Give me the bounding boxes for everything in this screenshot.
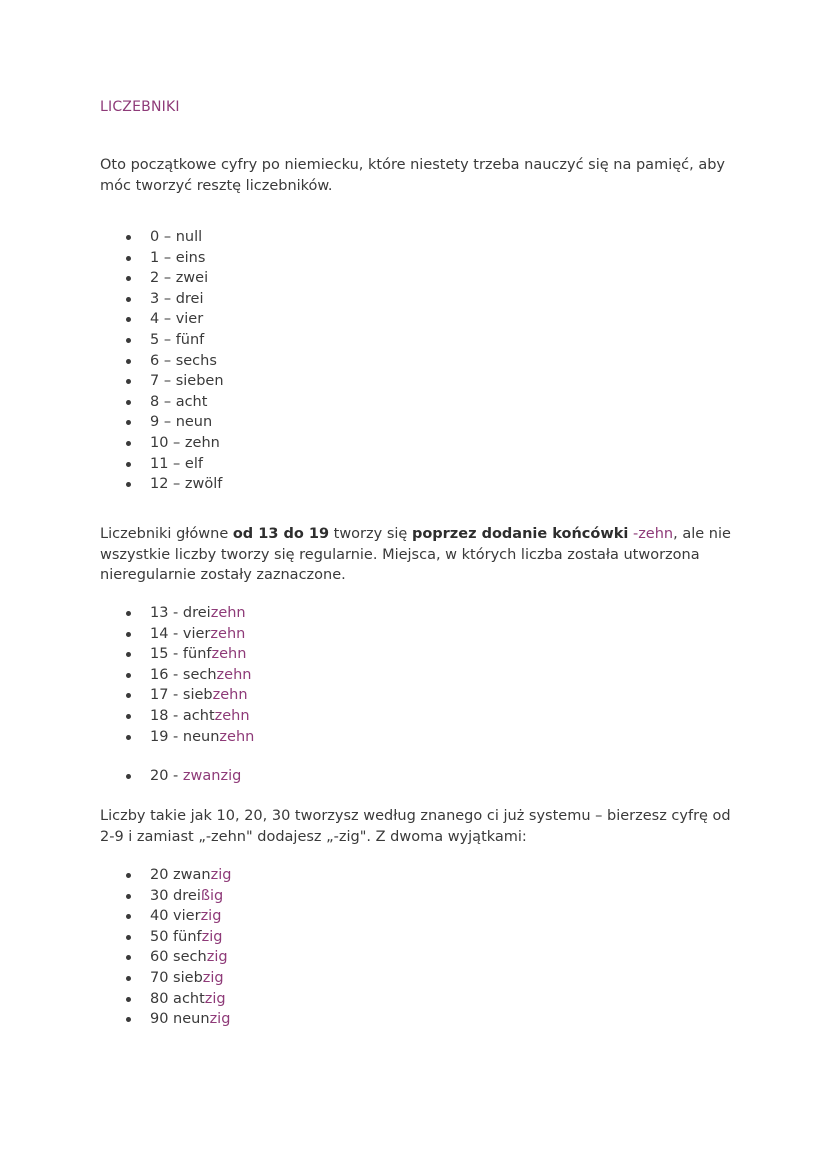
list-item [124,685,254,706]
item-base: 0 – null [150,229,203,245]
list-item [124,906,231,927]
item-base: 30 drei [150,887,201,904]
list-item [124,665,254,686]
item-suffix: zig [210,867,232,883]
list-item [124,603,254,624]
item-suffix: zehn [212,687,248,704]
item-suffix: zehn [211,646,247,663]
list-item [124,989,231,1010]
item-suffix: zig [201,928,223,945]
item-base: 10 – zehn [150,434,220,451]
list-item [124,268,224,289]
list-item [124,433,224,454]
item-base: 50 fünf [150,928,202,945]
item-suffix: zehn [219,728,255,745]
item-base: 9 – neun [150,414,213,431]
teens-paragraph [100,524,740,586]
item-base: 14 - vier [150,625,211,642]
item-suffix: zehn [214,707,250,724]
teens-rule: poprzez dodanie końcówki [411,526,629,542]
item-suffix: zehn [210,605,246,621]
list-item [124,330,224,351]
item-base: 18 - acht [150,707,215,724]
item-base: 7 – sieben [150,373,224,390]
twenty-list [124,766,241,787]
item-base: 12 – zwölf [150,476,223,493]
basic-numbers-list [124,227,224,495]
list-item [124,968,231,989]
item-suffix: zehn [216,666,252,683]
item-base: 1 – eins [150,249,206,266]
list-item [124,371,224,392]
list-item [124,392,224,413]
list-item [124,474,224,495]
item-base: 90 neun [150,1011,210,1028]
item-base: 20 zwan [150,867,211,883]
item-base: 4 – vier [150,311,204,328]
item-base: 60 sech [150,949,207,966]
item-base: 80 acht [150,990,205,1007]
tens-list [124,865,231,1030]
teens-text-3: , ale nie wszystkie liczby tworzy się regularnie. Miejsca, w których liczba została utworzona nieregularnie zostały zaznaczone. [100,526,731,583]
item-base: 5 – fünf [150,331,205,348]
list-item [124,412,224,433]
item-base: 13 - drei [150,605,211,621]
tens-paragraph: Liczby takie jak 10, 20, 30 tworzysz według znanego ci już systemu – bierzesz cyfrę od 2-9 i zamiast „-zehn" dodajesz „-zig". Z dwoma wyjątkami: [100,808,731,845]
item-suffix: zig [202,969,224,986]
item-base: 3 – drei [150,290,204,307]
list-item [124,454,224,475]
teens-text-1: Liczebniki główne [100,526,233,542]
teens-text-2: tworzy się [329,526,412,542]
list-item [124,624,254,645]
list-item [124,289,224,310]
page-title: LICZEBNIKI [100,99,180,115]
list-item [124,706,254,727]
list-item [124,927,231,948]
teens-range: od 13 do 19 [232,526,330,542]
item-base: 16 - sech [150,666,217,683]
item-base: 17 - sieb [150,687,213,704]
item-base: 70 sieb [150,969,203,986]
item-base: 15 - fünf [150,646,212,663]
item-suffix: zig [200,908,222,925]
intro-paragraph: Oto początkowe cyfry po niemiecku, które niestety trzeba nauczyć się na pamięć, aby móc tworzyć resztę liczebników. [100,157,726,194]
item-base: 40 vier [150,908,201,925]
list-item [124,248,224,269]
item-base: 19 - neun [150,728,220,745]
item-suffix: zig [204,990,226,1007]
item-suffix: zwanzig [182,768,242,784]
item-suffix: ßig [200,887,224,904]
item-suffix: zig [209,1011,231,1028]
item-base: 11 – elf [150,455,203,472]
list-item [124,766,241,787]
item-base: 6 – sechs [150,352,217,369]
list-item [124,309,224,330]
teens-suffix: -zehn [628,526,674,542]
item-base: 8 – acht [150,393,208,410]
list-item [124,886,231,907]
list-item [124,947,231,968]
list-item [124,865,231,886]
item-base: 2 – zwei [150,270,209,287]
item-suffix: zig [206,949,228,966]
list-item [124,227,224,248]
teens-list [124,603,254,747]
list-item [124,644,254,665]
list-item [124,351,224,372]
item-base: 20 - [150,768,183,784]
list-item [124,727,254,748]
item-suffix: zehn [210,625,246,642]
list-item [124,1009,231,1030]
